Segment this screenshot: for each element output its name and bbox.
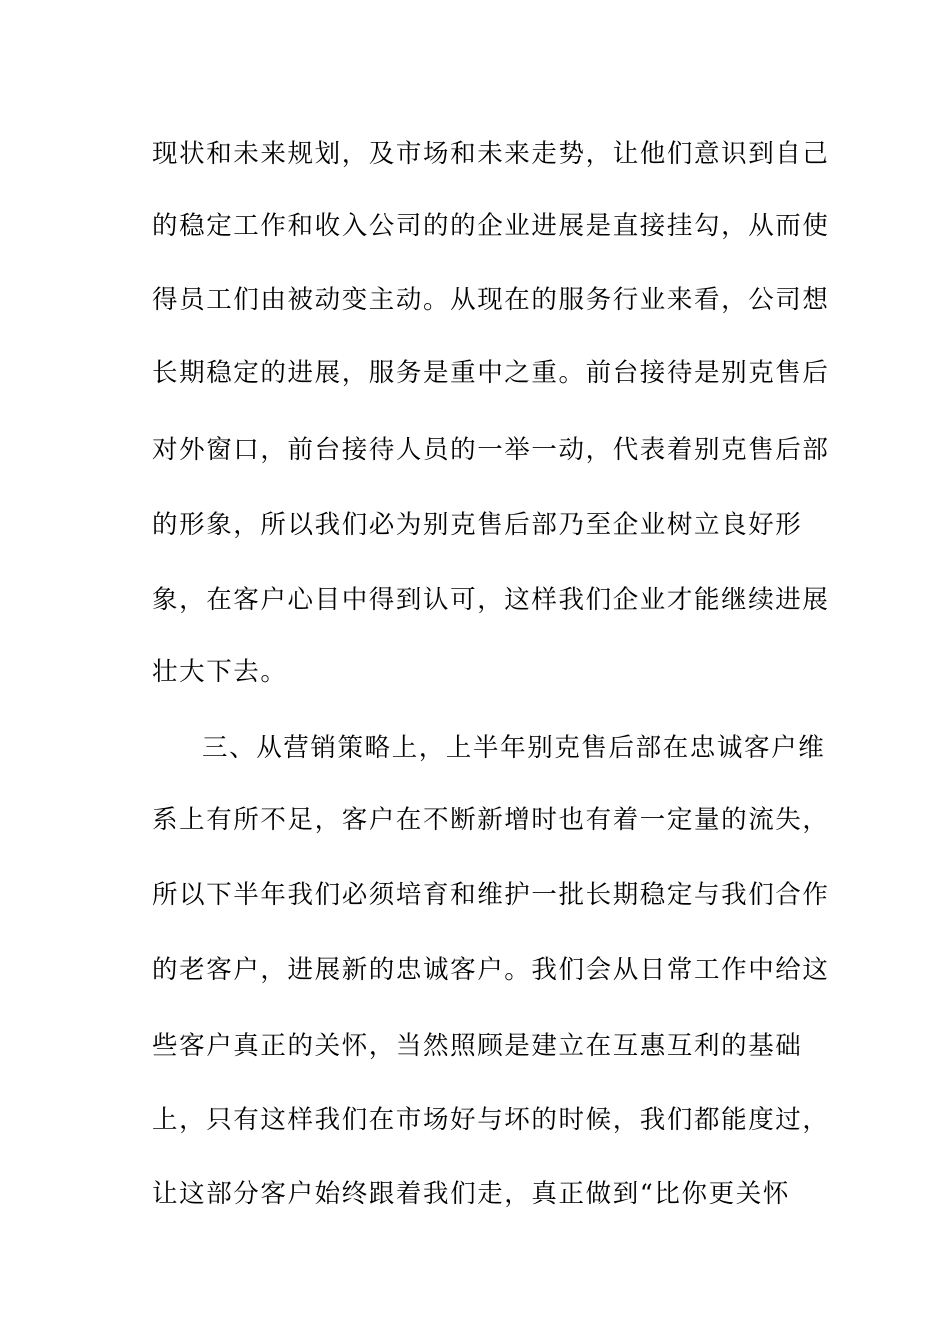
- text-line: 长期稳定的进展，服务是重中之重。前台接待是别克售后: [152, 358, 830, 388]
- text-line: 些客户真正的关怀，当然照顾是建立在互惠互利的基础: [152, 1031, 803, 1061]
- text-line: 系上有所不足，客户在不断新增时也有着一定量的流失，: [152, 805, 830, 835]
- text-line: 的老客户，进展新的忠诚客户。我们会从日常工作中给这: [152, 955, 830, 985]
- text-line: 象，在客户心目中得到认可，这样我们企业才能继续进展: [152, 585, 830, 615]
- paragraph-first-line: 三、从营销策略上，上半年别克售后部在忠诚客户维: [202, 733, 826, 763]
- text-line: 壮大下去。: [152, 657, 288, 687]
- text-line: 对外窗口，前台接待人员的一举一动，代表着别克售后部: [152, 435, 830, 465]
- text-line: 上，只有这样我们在市场好与坏的时候，我们都能度过，: [152, 1105, 830, 1135]
- text-line: 让这部分客户始终跟着我们走，真正做到“比你更关怀: [152, 1179, 790, 1209]
- text-line: 所以下半年我们必须培育和维护一批长期稳定与我们合作: [152, 880, 830, 910]
- text-line: 的形象，所以我们必为别克售后部乃至企业树立良好形: [152, 510, 803, 540]
- text-line: 现状和未来规划，及市场和未来走势，让他们意识到自己: [152, 139, 830, 169]
- text-line: 的稳定工作和收入公司的的企业进展是直接挂勾，从而使: [152, 211, 830, 241]
- text-line: 得员工们由被动变主动。从现在的服务行业来看，公司想: [152, 285, 830, 315]
